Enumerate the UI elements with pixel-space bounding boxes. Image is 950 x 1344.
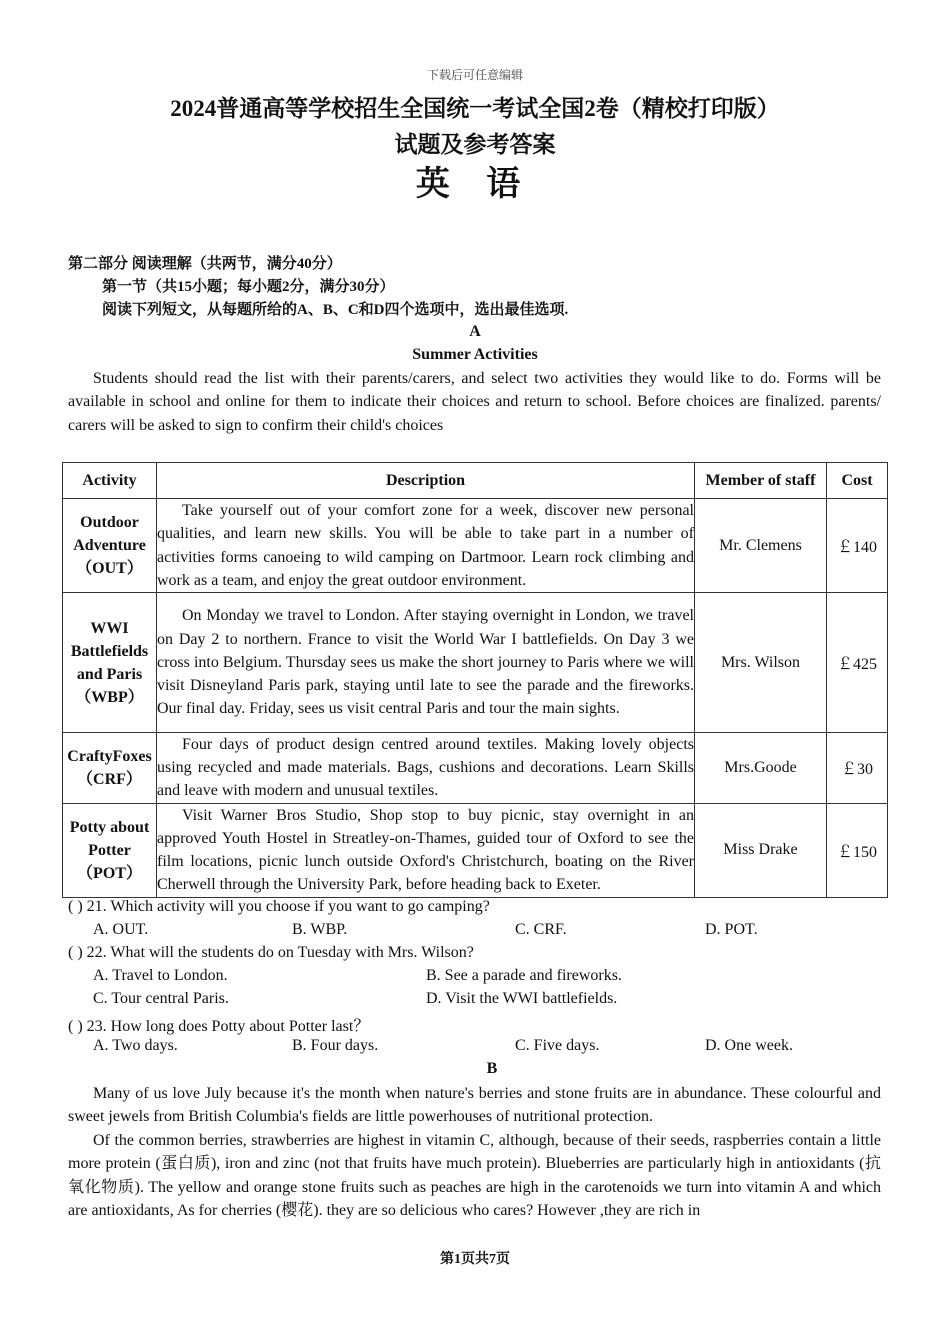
activity-staff: Mrs. Wilson — [695, 593, 827, 733]
activity-cost: ￡425 — [827, 593, 888, 733]
question-22-option-b: B. See a parade and fireworks. — [426, 967, 622, 984]
table-header-row — [63, 463, 888, 499]
activity-cost: ￡140 — [827, 499, 888, 593]
activity-cost: ￡30 — [827, 733, 888, 804]
question-23-option-d: D. One week. — [705, 1037, 793, 1054]
activity-description: Take yourself out of your comfort zone for a week, discover new personal qualities, and learn new skills. You will be able to take part in a number of activities forms canoeing to wild camping on Dartmoor. Learn rock climbing and work as a team, and enjoy the great outdoor environment. — [157, 499, 695, 593]
question-21-stem: ( ) 21. Which activity will you choose if you want to go camping? — [68, 898, 490, 915]
activity-cost: ￡150 — [827, 803, 888, 897]
table-row — [63, 733, 888, 804]
activity-name: Outdoor Adventure（OUT） — [63, 499, 157, 593]
activity-name: CraftyFoxes（CRF） — [63, 733, 157, 804]
passage-a-intro: Students should read the list with their parents/carers, and select two activities they would like to do. Forms will be available in school and online for them to indicate their choices and return to school. Before choices are finalized. parents/ carers will be asked to sign to confirm their child's choices — [68, 370, 881, 434]
question-21-option-b: B. WBP. — [292, 921, 348, 938]
exam-title: 2024普通高等学校招生全国统一考试全国2卷（精校打印版） — [170, 96, 780, 121]
part-heading: 第二部分 阅读理解（共两节，满分40分） — [68, 256, 342, 272]
passage-a-label: A — [469, 323, 481, 340]
question-21-option-a: A. OUT. — [93, 921, 149, 938]
question-22-stem: ( ) 22. What will the students do on Tuesday with Mrs. Wilson? — [68, 944, 474, 961]
question-21-option-d: D. POT. — [705, 921, 758, 938]
activity-staff: Mr. Clemens — [695, 499, 827, 593]
watermark-text: 下载后可任意编辑 — [426, 68, 523, 82]
question-22-option-c: C. Tour central Paris. — [93, 990, 229, 1007]
passage-b-paragraph-2: Of the common berries, strawberries are highest in vitamin C, although, because of their seeds, raspberries contain a little more protein (蛋白质), iron and zinc (not that fruits have much protein). Blueberries are particularly high in antioxidants (抗氧化物质). The yellow and orange stone fruits such as peaches are high in the carotenoids we turn into vitamin A and which are antioxidants, As for cherries (樱花). they are so delicious who cares? However ,they are rich in — [68, 1132, 881, 1219]
question-23-option-c: C. Five days. — [515, 1037, 600, 1054]
question-23-option-a: A. Two days. — [93, 1037, 178, 1054]
instruction-text: 阅读下列短文，从每题所给的A、B、C和D四个选项中，选出最佳选项. — [102, 302, 569, 318]
header-cost: Cost — [827, 463, 888, 499]
activities-table — [62, 462, 888, 898]
activity-staff: Mrs.Goode — [695, 733, 827, 804]
question-22-option-d: D. Visit the WWI battlefields. — [426, 990, 618, 1007]
header-staff: Member of staff — [695, 463, 827, 499]
question-23-option-b: B. Four days. — [292, 1037, 379, 1054]
header-activity: Activity — [63, 463, 157, 499]
table-row — [63, 499, 888, 593]
subsection-heading: 第一节（共15小题；每小题2分，满分30分） — [102, 279, 395, 295]
question-22-option-a: A. Travel to London. — [93, 967, 228, 984]
activity-description: On Monday we travel to London. After staying overnight in London, we travel on Day 2 to northern. France to visit the World War I battlefields. On Day 3 we cross into Belgium. Thursday sees us make the short journey to Paris where we will visit Disneyland Paris park, staying until late to see the parade and the fireworks. Our final day. Friday, sees us visit central Paris and tour the main sights. — [157, 593, 695, 733]
activity-description: Visit Warner Bros Studio, Shop stop to buy picnic, stay overnight in an approved Youth Hostel in Streatley-on-Thames, guided tour of Oxford to see the film locations, picnic lunch outside Oxford's Christchurch, boating on the River Cherwell through the University Park, before heading back to Exeter. — [157, 803, 695, 897]
passage-a-title: Summer Activities — [412, 346, 538, 363]
activity-description: Four days of product design centred around textiles. Making lovely objects using recycled and made materials. Bags, cushions and decorations. Learn Skills and leave with modern and unusual textiles. — [157, 733, 695, 804]
subject-title: 英 语 — [415, 166, 535, 203]
exam-subtitle: 试题及参考答案 — [394, 132, 556, 157]
page-number: 第1页共7页 — [440, 1252, 510, 1267]
question-21-option-c: C. CRF. — [515, 921, 567, 938]
question-23-stem: ( ) 23. How long does Potty about Potter last？ — [68, 1018, 370, 1035]
passage-b-label: B — [486, 1060, 498, 1077]
table-row — [63, 803, 888, 897]
activity-name: WWI Battlefields and Paris（WBP） — [63, 593, 157, 733]
activity-staff: Miss Drake — [695, 803, 827, 897]
header-description: Description — [157, 463, 695, 499]
activity-name: Potty about Potter（POT） — [63, 803, 157, 897]
passage-b-paragraph-1: Many of us love July because it's the month when nature's berries and stone fruits are in abundance. These colourful and sweet jewels from British Columbia's fields are little powerhouses of nutritional protection. — [68, 1085, 881, 1126]
table-row — [63, 593, 888, 733]
